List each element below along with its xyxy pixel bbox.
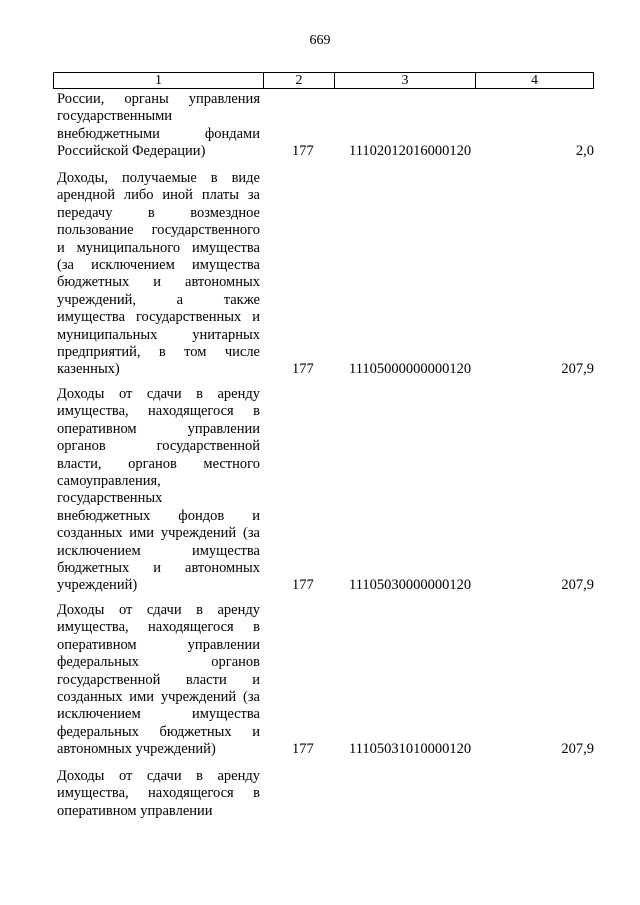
description-line: предприятий, в том числе: [57, 343, 260, 360]
description-line: казенных): [57, 361, 120, 378]
description-line: органов государственной: [57, 438, 260, 455]
description-line: и муниципального имущества: [57, 239, 260, 256]
description-line: самоуправления,: [57, 472, 161, 489]
header-col-3: 3: [335, 73, 476, 88]
description-line: государственных: [57, 490, 163, 507]
row-description: [57, 768, 260, 820]
description-line: учреждений, а также: [57, 291, 260, 308]
header-col-4: 4: [531, 73, 538, 88]
description-line: оперативном управлении: [57, 420, 260, 437]
description-line: арендной либо иной платы за: [57, 187, 260, 204]
description-line: Доходы от сдачи в аренду: [57, 602, 260, 618]
description-line: пользование государственного: [57, 222, 260, 239]
description-line: России, органы управления: [57, 91, 260, 107]
row-budget-code: 11102012016000120: [349, 143, 472, 160]
description-line: автономных учреждений): [57, 741, 216, 758]
description-line: федеральных бюджетных и: [57, 723, 260, 740]
row-admin-code: 177: [292, 361, 314, 378]
row-amount: 207,9: [561, 741, 594, 758]
row-description: [57, 91, 260, 161]
description-line: Доходы, получаемые в виде: [57, 170, 260, 186]
row-budget-code: 11105031010000120: [349, 741, 472, 758]
row-amount: 2,0: [575, 143, 594, 160]
table-header-row: [53, 72, 594, 89]
description-line: муниципальных унитарных: [57, 326, 260, 343]
description-line: имущества государственных и: [57, 309, 260, 326]
description-line: Доходы от сдачи в аренду: [57, 386, 260, 402]
description-line: имущества, находящегося в: [57, 785, 260, 802]
page-number: 669: [309, 33, 331, 48]
description-line: власти, органов местного: [57, 455, 260, 472]
row-amount: 207,9: [561, 361, 594, 378]
header-col-2: 2: [264, 73, 335, 88]
description-line: федеральных органов: [57, 654, 260, 671]
description-line: имущества, находящегося в: [57, 619, 260, 636]
description-line: имущества, находящегося в: [57, 403, 260, 420]
description-line: государственной власти и: [57, 671, 260, 688]
description-line: созданных ими учреждений (за: [57, 525, 260, 542]
row-description: [57, 170, 260, 379]
description-line: оперативном управлении: [57, 802, 213, 819]
row-admin-code: 177: [292, 143, 314, 160]
row-budget-code: 11105030000000120: [349, 577, 472, 594]
row-description: [57, 386, 260, 595]
row-description: [57, 602, 260, 759]
description-line: государственными: [57, 108, 173, 125]
description-line: созданных ими учреждений (за: [57, 688, 260, 705]
description-line: оперативном управлении: [57, 636, 260, 653]
description-line: бюджетных и автономных: [57, 274, 260, 291]
description-line: передачу в возмездное: [57, 204, 260, 221]
description-line: внебюджетными фондами: [57, 125, 260, 142]
description-line: исключением имущества: [57, 542, 260, 559]
row-budget-code: 11105000000000120: [349, 361, 472, 378]
description-line: Российской Федерации): [57, 143, 206, 160]
description-line: Доходы от сдачи в аренду: [57, 768, 260, 784]
row-admin-code: 177: [292, 741, 314, 758]
description-line: учреждений): [57, 577, 138, 594]
row-amount: 207,9: [561, 577, 594, 594]
description-line: бюджетных и автономных: [57, 559, 260, 576]
description-line: внебюджетных фондов и: [57, 507, 260, 524]
header-col-1: 1: [54, 73, 264, 88]
row-admin-code: 177: [292, 577, 314, 594]
description-line: (за исключением имущества: [57, 256, 260, 273]
description-line: исключением имущества: [57, 706, 260, 723]
